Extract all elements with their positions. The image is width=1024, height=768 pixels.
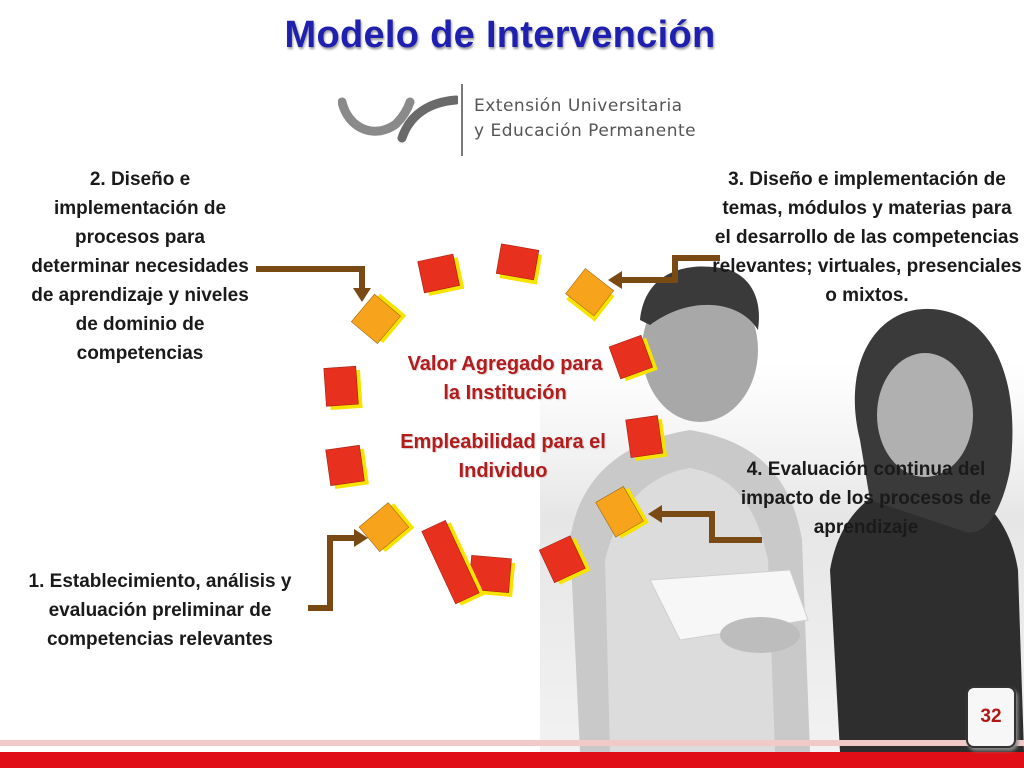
- footer-bar: [0, 752, 1024, 768]
- arrow-step3: [620, 258, 720, 280]
- step-3-text: 3. Diseño e implementación de temas, módulos y materias para el desarrollo de las competencias relevantes; virtuales, presenciales o mixtos.: [712, 169, 1022, 306]
- footer-accent-line: [0, 740, 1024, 746]
- arrow-step1: [308, 538, 356, 608]
- step-1-text: 1. Establecimiento, análisis y evaluación preliminar de competencias relevantes: [28, 571, 292, 650]
- center-employability: Empleabilidad para el Individuo: [400, 431, 606, 482]
- arrow-head-step3: [608, 271, 622, 289]
- arrow-head-step4: [648, 505, 662, 523]
- step-4-text: 4. Evaluación continua del impacto de los procesos de aprendizaje: [740, 459, 992, 538]
- arrow-step2: [256, 269, 362, 290]
- logo-text-line1: Extensión Universitaria: [474, 96, 683, 116]
- arrow-head-step2: [353, 288, 371, 302]
- center-value-added: Valor Agregado para la Institución: [407, 353, 603, 404]
- page-number: 32: [980, 706, 1002, 727]
- arrow-head-step1: [354, 529, 368, 547]
- page-number-badge: [966, 686, 1016, 748]
- page-title: Modelo de Intervención: [284, 14, 716, 56]
- logo-text-line2: y Educación Permanente: [474, 121, 697, 141]
- step-2-text: 2. Diseño e implementación de procesos para determinar necesidades de aprendizaje y niveles de dominio de competencias: [31, 169, 249, 364]
